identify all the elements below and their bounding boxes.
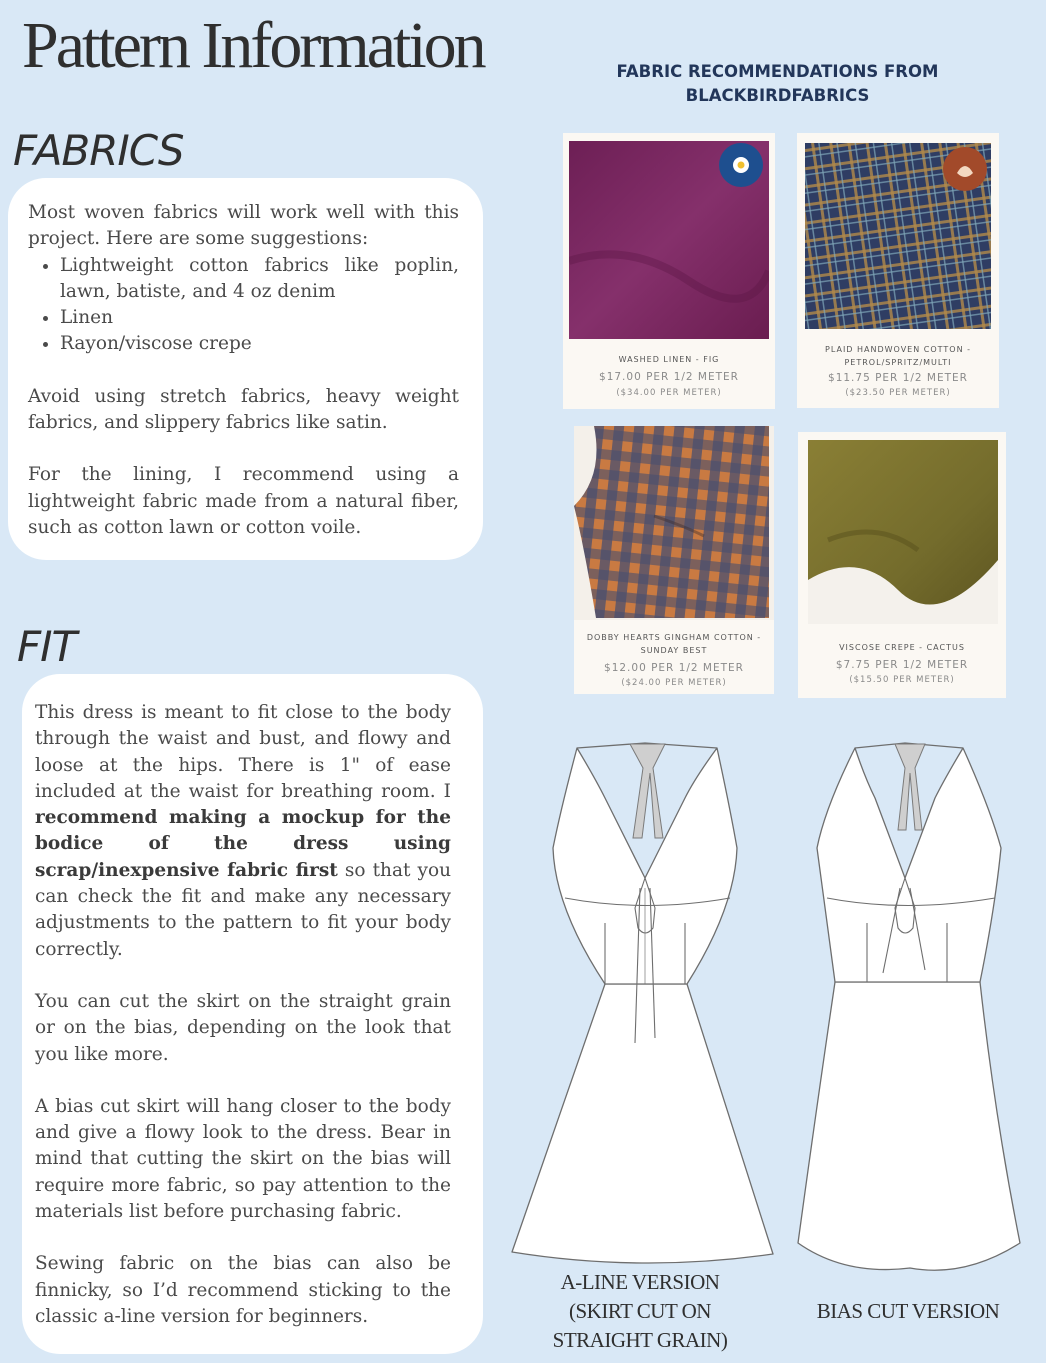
fabric-swatch-plaid (805, 143, 991, 329)
product-card-plaid-cotton[interactable] (797, 133, 999, 408)
fabrics-lining-text: For the lining, I recommend using a lightweight fabric made from a natural fiber, such as cotton lawn or cotton voile. (28, 464, 459, 538)
fabric-swatch-fig (569, 141, 769, 339)
fabric-swatch-gingham (574, 426, 774, 620)
product-name: WASHED LINEN - FIG (618, 355, 720, 364)
product-price: $12.00 PER 1/2 METER (604, 662, 744, 674)
recommendations-heading: FABRIC RECOMMENDATIONS FROM BLACKBIRDFABRICS (616, 62, 939, 105)
product-name: DOBBY HEARTS GINGHAM COTTON - SUNDAY BEST (586, 633, 762, 655)
fit-paragraph-4: Sewing fabric on the bias can also be finnicky, so I’d recommend sticking to the classic a-line version for beginners. (35, 1253, 451, 1327)
product-name: VISCOSE CREPE - CACTUS (839, 643, 965, 652)
fabric-swatch-cactus (808, 440, 998, 624)
list-item: • Rayon/viscose crepe (60, 331, 459, 357)
bias-cut-version-label: BIAS CUT VERSION (816, 1299, 1000, 1323)
product-price: $17.00 PER 1/2 METER (599, 371, 739, 383)
a-line-label-line-2: (SKIRT CUT ON (569, 1299, 711, 1323)
list-item: • Linen (60, 305, 459, 331)
fit-p1-end: so that you can check the fit and make any necessary adjustments to the pattern to fit your body correctly. (35, 859, 451, 960)
product-price: $11.75 PER 1/2 METER (828, 372, 968, 384)
fabrics-heading: FABRICS (13, 126, 184, 175)
fabric-suggestions-list (28, 253, 459, 358)
fit-paragraph-1 (35, 700, 451, 963)
product-price-per-meter: ($24.00 PER METER) (621, 678, 727, 688)
fabrics-intro: Most woven fabrics will work well with this project. Here are some suggestions: (28, 202, 459, 250)
page-title: Pattern Information (22, 9, 484, 82)
fit-heading: FIT (17, 622, 77, 671)
list-item: • Lightweight cotton fabrics like poplin, lawn, batiste, and 4 oz denim (60, 253, 459, 306)
product-card-viscose-crepe[interactable] (798, 432, 1006, 698)
product-price-per-meter: ($23.50 PER METER) (845, 388, 951, 398)
fabrics-avoid-text: Avoid using stretch fabrics, heavy weight fabrics, and slippery fabrics like satin. (28, 385, 459, 434)
fit-p1-start: This dress is meant to fit close to the body through the waist and bust, and flowy and loose at the hips. There is 1" of ease included at the waist for breathing room. I (35, 702, 451, 802)
a-line-label-line-1: A-LINE VERSION (560, 1270, 720, 1294)
fabrics-card (8, 178, 483, 560)
a-line-label-line-3: STRAIGHT GRAIN) (552, 1328, 728, 1352)
product-card-washed-linen[interactable] (563, 133, 775, 409)
product-price-per-meter: ($34.00 PER METER) (616, 388, 722, 398)
a-line-version-label (540, 1268, 740, 1355)
product-price-per-meter: ($15.50 PER METER) (849, 675, 955, 685)
fit-card (22, 674, 483, 1354)
product-name: PLAID HANDWOVEN COTTON - PETROL/SPRITZ/MULTI (825, 345, 971, 367)
a-line-dress-illustration (505, 738, 780, 1268)
fit-p1-bold: recommend making a mockup for the bodice of the dress using scrap/inexpensive fabric first (35, 807, 451, 881)
product-price: $7.75 PER 1/2 METER (835, 659, 969, 671)
fit-paragraph-2: You can cut the skirt on the straight grain or on the bias, depending on the look that you like more. (35, 990, 451, 1065)
bias-cut-dress-illustration (795, 738, 1025, 1273)
fit-paragraph-3: A bias cut skirt will hang closer to the body and give a flowy look to the dress. Bear in mind that cutting the skirt on the bias will require more fabric, so pay attention to the materials list before purchasing fabric. (35, 1095, 451, 1223)
product-card-gingham-cotton[interactable] (574, 426, 774, 694)
